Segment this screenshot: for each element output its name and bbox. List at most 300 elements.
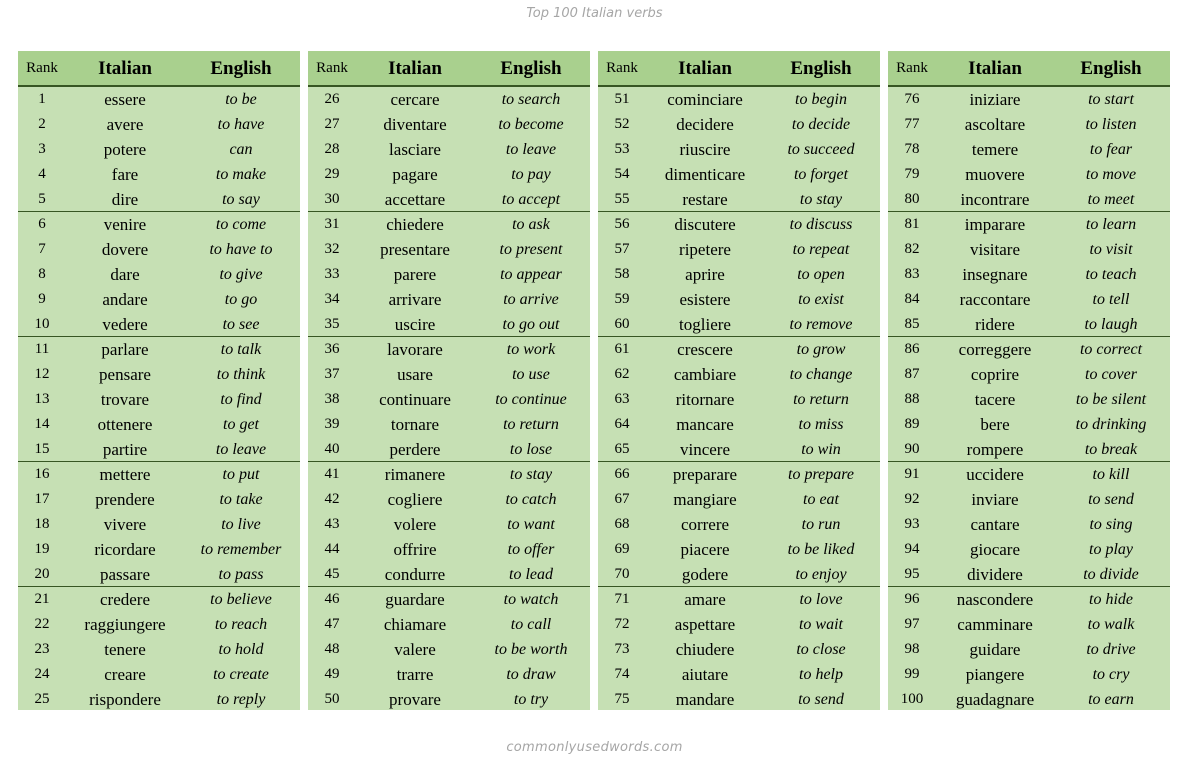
rank-cell: 39 xyxy=(324,416,340,432)
italian-verb-cell: giocare xyxy=(969,540,1021,559)
english-translation-cell: to return xyxy=(503,416,559,433)
italian-verb-cell: lasciare xyxy=(389,140,441,159)
english-translation-cell: to help xyxy=(799,666,843,683)
rank-cell: 15 xyxy=(34,441,50,457)
table-row xyxy=(888,262,1170,287)
italian-verb-cell: cambiare xyxy=(673,365,737,384)
english-translation-cell: to teach xyxy=(1085,266,1137,283)
english-translation-cell: to tell xyxy=(1092,291,1130,308)
italian-verb-cell: iniziare xyxy=(969,90,1021,109)
english-translation-cell: to correct xyxy=(1079,341,1143,358)
english-translation-cell: to walk xyxy=(1087,616,1135,633)
table-header xyxy=(888,51,1170,87)
english-translation-cell: to wait xyxy=(798,616,843,633)
italian-verb-cell: ritornare xyxy=(675,390,735,409)
english-translation-cell: to break xyxy=(1084,441,1138,458)
table-row xyxy=(18,687,300,712)
rank-cell: 49 xyxy=(324,666,340,682)
italian-verb-cell: cogliere xyxy=(387,490,443,509)
rank-cell: 96 xyxy=(904,591,920,607)
table-row xyxy=(18,637,300,662)
table-row xyxy=(598,537,880,562)
rank-cell: 83 xyxy=(904,266,920,282)
rank-cell: 56 xyxy=(614,216,630,232)
english-translation-cell: to lose xyxy=(509,441,553,458)
english-translation-cell: to divide xyxy=(1083,566,1139,583)
english-translation-cell: to repeat xyxy=(792,241,850,258)
table-row xyxy=(888,462,1170,487)
italian-verb-cell: venire xyxy=(103,215,147,234)
rank-cell: 34 xyxy=(324,291,340,307)
table-row xyxy=(888,562,1170,587)
table-row xyxy=(18,212,300,237)
italian-verb-cell: lavorare xyxy=(387,340,443,359)
rank-cell: 1 xyxy=(38,91,46,107)
italian-verb-cell: guidare xyxy=(969,640,1021,659)
table-row xyxy=(308,537,590,562)
english-translation-cell: to fear xyxy=(1089,141,1133,158)
table-row xyxy=(888,412,1170,437)
rank-cell: 48 xyxy=(324,641,340,657)
table-row xyxy=(888,212,1170,237)
rank-cell: 45 xyxy=(324,566,340,582)
italian-verb-cell: riuscire xyxy=(679,140,731,159)
table-row xyxy=(888,587,1170,612)
rank-cell: 65 xyxy=(614,441,630,457)
italian-verb-cell: accettare xyxy=(384,190,446,209)
italian-verb-cell: trovare xyxy=(100,390,150,409)
english-translation-cell: to be silent xyxy=(1075,391,1147,408)
rank-cell: 41 xyxy=(324,466,340,482)
header-english: English xyxy=(1080,58,1142,79)
rank-cell: 94 xyxy=(904,541,920,557)
table-row xyxy=(308,237,590,262)
rank-cell: 40 xyxy=(324,441,340,457)
english-translation-cell: to try xyxy=(513,691,549,708)
rank-cell: 14 xyxy=(34,416,50,432)
table-row xyxy=(18,337,300,362)
table-row xyxy=(18,587,300,612)
rank-cell: 95 xyxy=(904,566,920,582)
italian-verb-cell: dire xyxy=(111,190,139,209)
table-row xyxy=(308,487,590,512)
rank-cell: 46 xyxy=(324,591,340,607)
italian-verb-cell: arrivare xyxy=(388,290,442,309)
table-row xyxy=(18,512,300,537)
header-english: English xyxy=(790,58,852,79)
table-row xyxy=(308,412,590,437)
italian-verb-cell: preparare xyxy=(672,465,738,484)
english-translation-cell: to cry xyxy=(1092,666,1130,683)
rank-cell: 22 xyxy=(34,616,50,632)
english-translation-cell: to change xyxy=(789,366,853,383)
table-row xyxy=(18,287,300,312)
english-translation-cell: to kill xyxy=(1092,466,1130,483)
italian-verb-cell: imparare xyxy=(964,215,1026,234)
italian-verb-cell: correre xyxy=(680,515,730,534)
english-translation-cell: to put xyxy=(222,466,260,483)
rank-cell: 57 xyxy=(614,241,630,257)
english-translation-cell: to use xyxy=(512,366,550,383)
english-translation-cell: to make xyxy=(215,166,267,183)
italian-verb-cell: ripetere xyxy=(679,240,731,259)
rank-cell: 59 xyxy=(614,291,630,307)
table-row xyxy=(598,387,880,412)
italian-verb-cell: discutere xyxy=(674,215,736,234)
english-translation-cell: to stay xyxy=(509,466,553,483)
table-row xyxy=(888,287,1170,312)
table-row xyxy=(888,637,1170,662)
rank-cell: 2 xyxy=(38,116,46,132)
english-translation-cell: to give xyxy=(219,266,263,283)
english-translation-cell: to move xyxy=(1085,166,1137,183)
italian-verb-cell: inviare xyxy=(971,490,1019,509)
english-translation-cell: to create xyxy=(213,666,269,683)
table-row xyxy=(18,362,300,387)
rank-cell: 47 xyxy=(324,616,340,632)
rank-cell: 63 xyxy=(614,391,630,407)
english-translation-cell: to accept xyxy=(501,191,561,208)
italian-verb-cell: usare xyxy=(397,365,433,384)
english-translation-cell: to get xyxy=(223,416,259,433)
rank-cell: 84 xyxy=(904,291,920,307)
english-translation-cell: to ask xyxy=(512,216,550,233)
rank-cell: 6 xyxy=(38,216,46,232)
italian-verb-cell: coprire xyxy=(970,365,1020,384)
english-translation-cell: to meet xyxy=(1087,191,1135,208)
english-translation-cell: to listen xyxy=(1085,116,1137,133)
table-row xyxy=(888,362,1170,387)
table-row xyxy=(18,112,300,137)
table-row xyxy=(888,162,1170,187)
rank-cell: 43 xyxy=(324,516,340,532)
english-translation-cell: to decide xyxy=(791,116,851,133)
english-translation-cell: to reach xyxy=(214,616,268,633)
english-translation-cell: to close xyxy=(796,641,846,658)
rank-cell: 97 xyxy=(904,616,920,632)
italian-verb-cell: creare xyxy=(104,665,146,684)
rank-cell: 100 xyxy=(900,691,924,707)
rank-cell: 64 xyxy=(614,416,630,432)
table-row xyxy=(888,237,1170,262)
english-translation-cell: to draw xyxy=(506,666,556,683)
rank-cell: 24 xyxy=(34,666,50,682)
table-row xyxy=(308,637,590,662)
table-row xyxy=(18,187,300,212)
italian-verb-cell: provare xyxy=(389,690,441,709)
table-row xyxy=(308,337,590,362)
table-row xyxy=(308,112,590,137)
italian-verb-cell: pagare xyxy=(392,165,438,184)
table-header xyxy=(308,51,590,87)
header-rank: Rank xyxy=(316,60,348,76)
english-translation-cell: to sing xyxy=(1089,516,1133,533)
rank-cell: 78 xyxy=(904,141,920,157)
header-rank: Rank xyxy=(896,60,928,76)
header-italian: Italian xyxy=(388,58,442,79)
table-row xyxy=(888,687,1170,712)
italian-verb-cell: uscire xyxy=(394,315,436,334)
italian-verb-cell: parlare xyxy=(101,340,149,359)
english-translation-cell: to continue xyxy=(495,391,567,408)
english-translation-cell: to call xyxy=(510,616,552,633)
table-row xyxy=(598,312,880,337)
italian-verb-cell: tenere xyxy=(104,640,146,659)
rank-cell: 52 xyxy=(614,116,630,132)
table-row xyxy=(598,412,880,437)
italian-verb-cell: nascondere xyxy=(956,590,1034,609)
italian-verb-cell: potere xyxy=(103,140,147,159)
rank-cell: 42 xyxy=(324,491,340,507)
rank-cell: 16 xyxy=(34,466,50,482)
rank-cell: 82 xyxy=(904,241,920,257)
rank-cell: 99 xyxy=(904,666,920,682)
italian-verb-cell: mangiare xyxy=(673,490,737,509)
italian-verb-cell: credere xyxy=(99,590,150,609)
italian-verb-cell: tornare xyxy=(390,415,440,434)
italian-verb-cell: camminare xyxy=(957,615,1033,634)
italian-verb-cell: chiudere xyxy=(675,640,735,659)
table-row xyxy=(888,662,1170,687)
rank-cell: 76 xyxy=(904,91,920,107)
italian-verb-cell: mancare xyxy=(676,415,734,434)
table-row xyxy=(18,87,300,112)
table-row xyxy=(888,387,1170,412)
english-translation-cell: to love xyxy=(799,591,843,608)
table-row xyxy=(308,437,590,462)
rank-cell: 26 xyxy=(324,91,340,107)
header-rank: Rank xyxy=(26,60,58,76)
rank-cell: 19 xyxy=(34,541,50,557)
table-row xyxy=(888,337,1170,362)
italian-verb-cell: volere xyxy=(393,515,437,534)
italian-verb-cell: mandare xyxy=(675,690,735,709)
italian-verb-cell: visitare xyxy=(969,240,1021,259)
table-row xyxy=(18,537,300,562)
rank-cell: 4 xyxy=(38,166,46,182)
table-row xyxy=(598,87,880,112)
english-translation-cell: to hide xyxy=(1089,591,1133,608)
header-english: English xyxy=(500,58,562,79)
table-body xyxy=(308,87,590,712)
table-row xyxy=(308,212,590,237)
english-translation-cell: to leave xyxy=(215,441,267,458)
rank-cell: 79 xyxy=(904,166,920,182)
italian-verb-cell: mettere xyxy=(99,465,151,484)
english-translation-cell: to pay xyxy=(511,166,551,183)
rank-cell: 80 xyxy=(904,191,920,207)
table-row xyxy=(18,412,300,437)
italian-verb-cell: piangere xyxy=(965,665,1025,684)
rank-cell: 25 xyxy=(34,691,50,707)
header-italian: Italian xyxy=(98,58,152,79)
italian-verb-cell: continuare xyxy=(379,390,451,409)
rank-cell: 90 xyxy=(904,441,920,457)
italian-verb-cell: presentare xyxy=(380,240,450,259)
rank-cell: 88 xyxy=(904,391,920,407)
table-row xyxy=(308,187,590,212)
italian-verb-cell: essere xyxy=(104,90,146,109)
table-row xyxy=(18,612,300,637)
table-row xyxy=(598,262,880,287)
italian-verb-cell: prendere xyxy=(95,490,155,509)
verb-table-4 xyxy=(888,51,1170,710)
rank-cell: 87 xyxy=(904,366,920,382)
table-row xyxy=(308,312,590,337)
rank-cell: 60 xyxy=(614,316,630,332)
table-row xyxy=(888,137,1170,162)
rank-cell: 21 xyxy=(34,591,50,607)
rank-cell: 71 xyxy=(614,591,630,607)
italian-verb-cell: ricordare xyxy=(94,540,156,559)
table-row xyxy=(18,387,300,412)
italian-verb-cell: restare xyxy=(682,190,728,209)
table-row xyxy=(308,512,590,537)
table-row xyxy=(18,462,300,487)
english-translation-cell: to present xyxy=(499,241,563,258)
english-translation-cell: to remove xyxy=(789,316,853,333)
italian-verb-cell: ottenere xyxy=(97,415,153,434)
english-translation-cell: to win xyxy=(801,441,841,458)
rank-cell: 10 xyxy=(34,316,50,332)
english-translation-cell: to exist xyxy=(798,291,844,308)
table-row xyxy=(598,137,880,162)
table-row xyxy=(598,337,880,362)
italian-verb-cell: amare xyxy=(684,590,726,609)
italian-verb-cell: ascoltare xyxy=(964,115,1026,134)
table-row xyxy=(308,162,590,187)
italian-verb-cell: partire xyxy=(102,440,148,459)
english-translation-cell: to take xyxy=(219,491,263,508)
italian-verb-cell: passare xyxy=(99,565,151,584)
rank-cell: 33 xyxy=(324,266,340,282)
italian-verb-cell: diventare xyxy=(383,115,447,134)
italian-verb-cell: guardare xyxy=(385,590,445,609)
rank-cell: 20 xyxy=(34,566,50,582)
italian-verb-cell: crescere xyxy=(677,340,733,359)
rank-cell: 32 xyxy=(324,241,340,257)
italian-verb-cell: ridere xyxy=(975,315,1015,334)
english-translation-cell: to hold xyxy=(218,641,264,658)
table-row xyxy=(598,362,880,387)
italian-verb-cell: dovere xyxy=(101,240,149,259)
english-translation-cell: to play xyxy=(1089,541,1133,558)
rank-cell: 62 xyxy=(614,366,630,382)
table-row xyxy=(888,512,1170,537)
rank-cell: 73 xyxy=(614,641,630,657)
english-translation-cell: to open xyxy=(797,266,845,283)
table-row xyxy=(598,687,880,712)
english-translation-cell: to discuss xyxy=(789,216,853,233)
english-translation-cell: to send xyxy=(1088,491,1134,508)
english-translation-cell: to believe xyxy=(210,591,272,608)
english-translation-cell: to run xyxy=(801,516,841,533)
italian-verb-cell: rimanere xyxy=(384,465,446,484)
rank-cell: 51 xyxy=(614,91,630,107)
header-english: English xyxy=(210,58,272,79)
english-translation-cell: to succeed xyxy=(787,141,855,158)
rank-cell: 75 xyxy=(614,691,630,707)
italian-verb-cell: raccontare xyxy=(959,290,1031,309)
rank-cell: 61 xyxy=(614,341,630,357)
english-translation-cell: to live xyxy=(221,516,261,533)
italian-verb-cell: raggiungere xyxy=(84,615,166,634)
english-translation-cell: to earn xyxy=(1088,691,1134,708)
italian-verb-cell: parere xyxy=(393,265,437,284)
english-translation-cell: to go xyxy=(224,291,258,308)
rank-cell: 55 xyxy=(614,191,630,207)
table-body xyxy=(18,87,300,712)
english-translation-cell: to start xyxy=(1088,91,1134,108)
rank-cell: 77 xyxy=(904,116,920,132)
rank-cell: 66 xyxy=(614,466,630,482)
header-italian: Italian xyxy=(678,58,732,79)
english-translation-cell: to begin xyxy=(795,91,847,108)
italian-verb-cell: rompere xyxy=(966,440,1024,459)
italian-verb-cell: godere xyxy=(681,565,729,584)
rank-cell: 3 xyxy=(38,141,46,157)
english-translation-cell: to send xyxy=(798,691,844,708)
rank-cell: 91 xyxy=(904,466,920,482)
italian-verb-cell: chiedere xyxy=(386,215,444,234)
italian-verb-cell: aiutare xyxy=(681,665,729,684)
english-translation-cell: to lead xyxy=(509,566,553,583)
table-row xyxy=(598,512,880,537)
rank-cell: 27 xyxy=(324,116,340,132)
english-translation-cell: to come xyxy=(215,216,267,233)
table-row xyxy=(18,137,300,162)
italian-verb-cell: rispondere xyxy=(89,690,161,709)
rank-cell: 8 xyxy=(38,266,46,282)
rank-cell: 29 xyxy=(324,166,340,182)
table-body xyxy=(598,87,880,712)
table-row xyxy=(598,287,880,312)
english-translation-cell: to become xyxy=(498,116,564,133)
table-row xyxy=(18,487,300,512)
table-row xyxy=(18,262,300,287)
english-translation-cell: to grow xyxy=(796,341,846,358)
english-translation-cell: to drinking xyxy=(1075,416,1147,433)
italian-verb-cell: bere xyxy=(980,415,1010,434)
english-translation-cell: to stay xyxy=(799,191,843,208)
rank-cell: 30 xyxy=(324,191,340,207)
table-row xyxy=(598,487,880,512)
table-row xyxy=(888,437,1170,462)
verb-table-3 xyxy=(598,51,880,710)
table-row xyxy=(598,212,880,237)
table-row xyxy=(308,562,590,587)
italian-verb-cell: valere xyxy=(394,640,436,659)
table-row xyxy=(598,587,880,612)
table-row xyxy=(18,662,300,687)
english-translation-cell: to go out xyxy=(502,316,560,333)
italian-verb-cell: cercare xyxy=(390,90,440,109)
english-translation-cell: to reply xyxy=(216,691,266,708)
rank-cell: 7 xyxy=(38,241,46,257)
table-row xyxy=(888,187,1170,212)
rank-cell: 72 xyxy=(614,616,630,632)
english-translation-cell: to drive xyxy=(1086,641,1136,658)
english-translation-cell: to be liked xyxy=(787,541,855,558)
italian-verb-cell: trarre xyxy=(396,665,434,684)
page-title: Top 100 Italian verbs xyxy=(526,6,663,21)
table-body xyxy=(888,87,1170,712)
rank-cell: 89 xyxy=(904,416,920,432)
italian-verb-cell: tacere xyxy=(974,390,1016,409)
english-translation-cell: can xyxy=(229,141,253,158)
table-row xyxy=(308,662,590,687)
english-translation-cell: to prepare xyxy=(788,466,854,483)
